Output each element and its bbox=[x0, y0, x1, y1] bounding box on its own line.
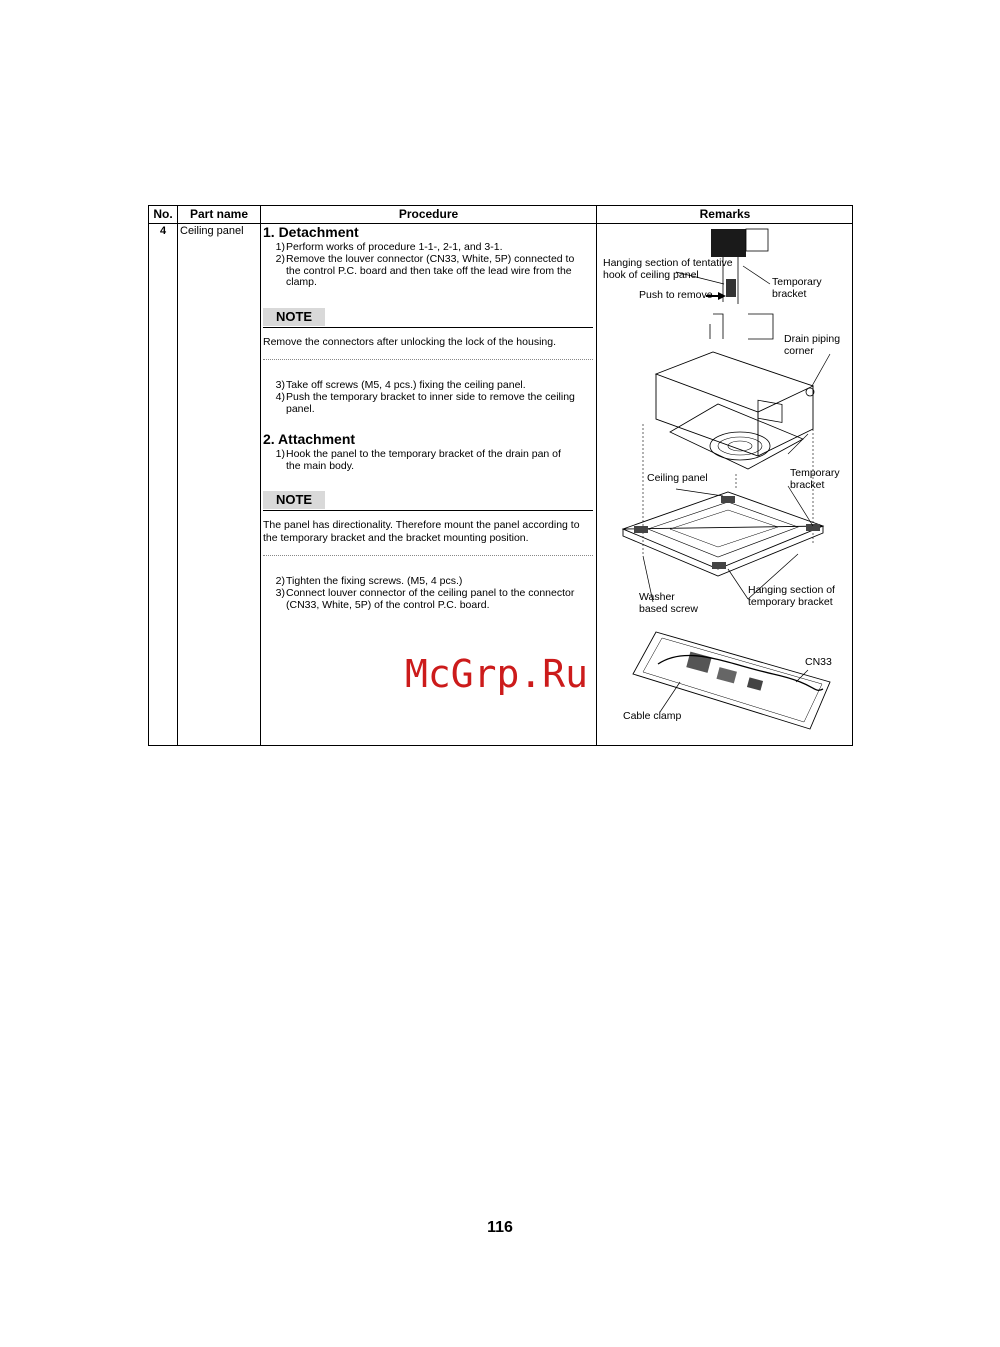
label-cable-clamp: Cable clamp bbox=[623, 710, 682, 722]
note-rule bbox=[263, 327, 593, 328]
label-text: Temporary bracket bbox=[790, 467, 840, 491]
note-rule bbox=[263, 510, 593, 511]
note-rule bbox=[263, 555, 593, 556]
label-ceiling-panel: Ceiling panel bbox=[647, 472, 708, 484]
label-text: Temporary bracket bbox=[772, 276, 822, 300]
step-item bbox=[271, 254, 591, 290]
label-temporary-bracket-1 bbox=[772, 277, 822, 300]
note-label: NOTE bbox=[275, 309, 313, 324]
step-text: Perform works of procedure 1-1-, 2-1, and 3-1. bbox=[286, 241, 503, 253]
label-washer-screw bbox=[639, 592, 698, 615]
step-number: 1) bbox=[275, 448, 285, 460]
label-text: Drain piping corner bbox=[784, 333, 841, 357]
note-badge bbox=[263, 308, 325, 326]
watermark: McGrp.Ru bbox=[405, 652, 589, 696]
label-hanging-section-2 bbox=[748, 585, 835, 608]
page-number: 116 bbox=[487, 1219, 513, 1236]
column-divider bbox=[596, 206, 597, 745]
note-badge bbox=[263, 491, 325, 509]
step-text: Hook the panel to the temporary bracket of the drain pan of the main body. bbox=[286, 448, 561, 472]
detachment-title: 1. Detachment bbox=[263, 224, 359, 240]
label-temporary-bracket-2 bbox=[790, 468, 840, 491]
step-number: 4) bbox=[275, 391, 285, 403]
row-number: 4 bbox=[159, 225, 167, 237]
step-text: Push the temporary bracket to inner side to remove the ceiling panel. bbox=[286, 391, 575, 415]
label-drain-piping bbox=[784, 334, 840, 357]
header-part-name: Part name bbox=[189, 207, 249, 221]
note-label: NOTE bbox=[275, 492, 313, 507]
remarks-cell bbox=[598, 224, 852, 745]
step-number: 1) bbox=[275, 241, 285, 253]
header-no: No. bbox=[153, 207, 173, 221]
note-text: The panel has directionality. Therefore mount the panel according to the temporary bracket and the bracket mounting position. bbox=[263, 519, 580, 544]
header-procedure: Procedure bbox=[398, 207, 459, 221]
label-cn33: CN33 bbox=[805, 656, 832, 668]
step-item bbox=[271, 588, 591, 612]
header-remarks: Remarks bbox=[699, 207, 751, 221]
column-divider bbox=[260, 206, 261, 745]
step-text: Tighten the fixing screws. (M5, 4 pcs.) bbox=[286, 575, 463, 587]
label-hanging-section-1 bbox=[603, 258, 733, 281]
label-text: Hanging section of temporary bracket bbox=[748, 584, 835, 608]
step-text: Take off screws (M5, 4 pcs.) fixing the ceiling panel. bbox=[286, 379, 526, 391]
step-number: 2) bbox=[275, 575, 285, 587]
step-item bbox=[271, 449, 591, 473]
label-push-to-remove: Push to remove bbox=[639, 289, 713, 301]
step-text: Remove the louver connector (CN33, White, 5P) connected to the control P.C. board and then take off the lead wire from the clamp. bbox=[286, 253, 575, 288]
step-item bbox=[271, 392, 591, 416]
step-number: 3) bbox=[275, 379, 285, 391]
row-part-name: Ceiling panel bbox=[180, 225, 244, 237]
step-text: Connect louver connector of the ceiling panel to the connector (CN33, White, 5P) of the control P.C. board. bbox=[286, 587, 575, 611]
column-divider bbox=[177, 206, 178, 745]
note-text: Remove the connectors after unlocking the lock of the housing. bbox=[263, 336, 557, 348]
attachment-title: 2. Attachment bbox=[263, 431, 356, 447]
label-text: Hanging section of tentative hook of ceiling panel bbox=[603, 257, 733, 281]
step-number: 2) bbox=[275, 253, 285, 265]
note-rule bbox=[263, 359, 593, 360]
label-text: Washer based screw bbox=[639, 591, 698, 615]
step-number: 3) bbox=[275, 587, 285, 599]
